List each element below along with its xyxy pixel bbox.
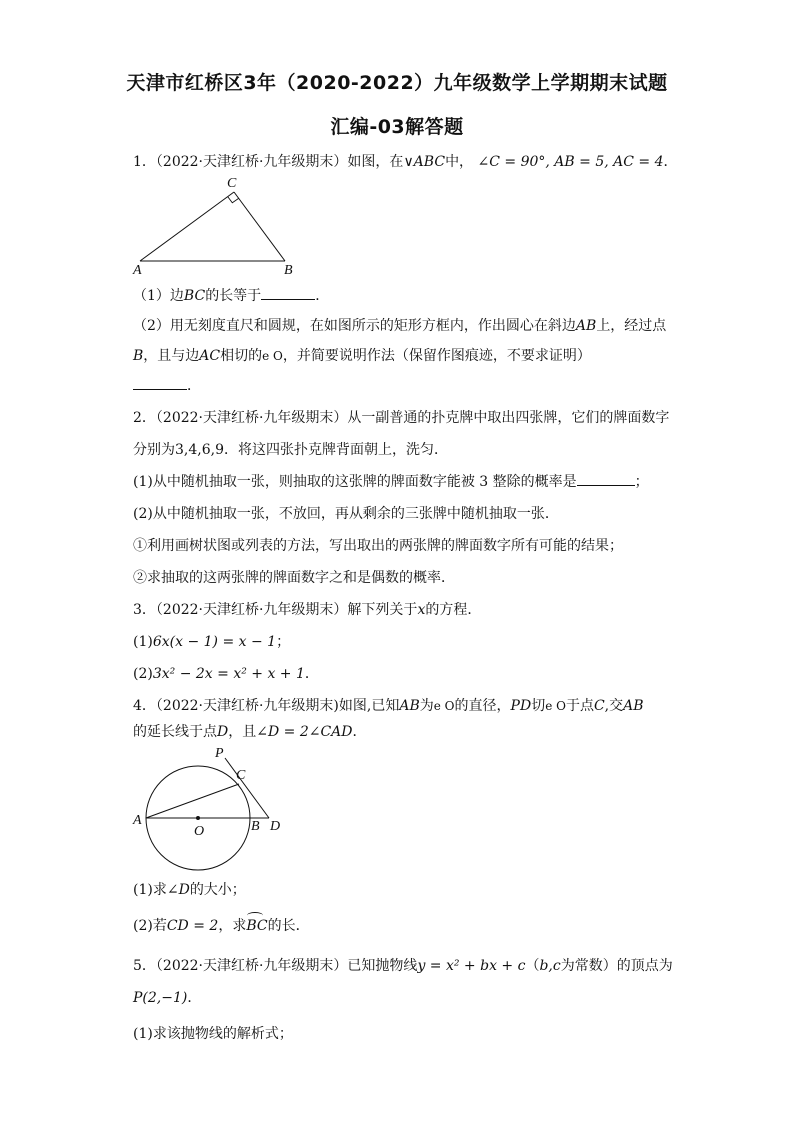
document-title-line-2: 汇编-03解答题 [330, 116, 464, 138]
q1-answer-blank-1 [261, 287, 315, 300]
q4-label-o: O [194, 824, 205, 839]
q4-arc-bc: BC [246, 914, 267, 936]
q4-label-b: B [251, 819, 260, 834]
q3-equation-2: (2)3x² − 2x = x² + x + 1． [133, 666, 319, 682]
q4-chord-ac [146, 784, 239, 818]
q5-stem-line-1: 5．（2022·天津红桥·九年级期末）已知抛物线y = x² + bx + c（b,c为常数）的顶点为 [133, 958, 673, 974]
q1-side-ac [140, 192, 234, 261]
circle-symbol: e O [433, 699, 455, 713]
q1-triangle-figure [128, 172, 308, 280]
q1-part-2-line-3: ． [133, 376, 201, 396]
q2-answer-blank [577, 473, 635, 486]
q4-label-d: D [270, 819, 281, 834]
q1-label-c: C [227, 176, 237, 191]
q1-answer-blank-2 [133, 377, 187, 390]
q1-side-bc [234, 192, 285, 261]
q1-right-angle-mark [228, 197, 239, 203]
q3-stem: 3．（2022·天津红桥·九年级期末）解下列关于x的方程． [133, 602, 482, 618]
q4-label-a: A [133, 813, 142, 828]
q5-stem-line-2: P(2,−1)． [133, 990, 202, 1006]
q2-line-6: ②求抽取的这两张牌的牌面数字之和是偶数的概率． [133, 570, 455, 586]
arc-symbol [247, 912, 263, 919]
q4-label-c: C [236, 768, 246, 783]
q1-stem: 1．（2022·天津红桥·九年级期末）如图，在∨ABC中， ∠C = 90°, AB = 5, AC = 4． [133, 154, 678, 170]
q4-part-1: (1)求∠D的大小； [133, 882, 246, 898]
q1-label-a: A [133, 263, 142, 278]
document-title-line-1: 天津市红桥区3年（2020-2022）九年级数学上学期期末试题 [126, 72, 668, 94]
q2-line-5: ①利用画树状图或列表的方法，写出取出的两张牌的牌面数字所有可能的结果； [133, 538, 623, 554]
q4-stem-line-2: 的延长线于点D，且∠D = 2∠CAD． [133, 724, 367, 740]
q4-circle-figure [128, 742, 298, 878]
q1-part-2-line-2: B，且与边AC相切的e O，并简要说明作法（保留作图痕迹，不要求证明） [133, 348, 591, 364]
q4-part-2: (2)若CD = 2，求 BC的长． [133, 914, 310, 936]
q4-center-dot [196, 816, 200, 820]
q1-conditions: ∠C = 90°, AB = 5, AC = 4 [477, 154, 664, 170]
q4-label-p: P [215, 746, 224, 761]
circle-symbol: e O [262, 349, 283, 363]
circle-symbol: e O [545, 699, 566, 713]
q2-line-1: 2．（2022·天津红桥·九年级期末）从一副普通的扑克牌中取出四张牌，它们的牌面数字 [133, 410, 670, 426]
q2-line-4: (2)从中随机抽取一张，不放回，再从剩余的三张牌中随机抽取一张． [133, 506, 559, 522]
q3-equation-1: (1)6x(x − 1) = x − 1； [133, 634, 291, 650]
q2-line-2: 分别为3,4,6,9．将这四张扑克牌背面朝上，洗匀． [133, 442, 448, 458]
q1-label-b: B [284, 263, 293, 278]
q4-stem-line-1: 4．（2022·天津红桥·九年级期末)如图,已知AB为e O的直径，PD切e O于点C,交AB [133, 698, 644, 714]
q2-line-3: (1)从中随机抽取一张，则抽取的这张牌的牌面数字能被 3 整除的概率是 ； [133, 474, 649, 490]
q1-triangle: ∨ABC [403, 154, 446, 170]
q4-tangent-pd [225, 758, 269, 818]
q5-part-1: (1)求该抛物线的解析式； [133, 1026, 293, 1042]
q1-part-2-line-1: （2）用无刻度直尺和圆规，在如图所示的矩形方框内，作出圆心在斜边AB上，经过点 [133, 318, 667, 334]
q1-part-1: （1）边BC的长等于 ． [133, 288, 330, 304]
